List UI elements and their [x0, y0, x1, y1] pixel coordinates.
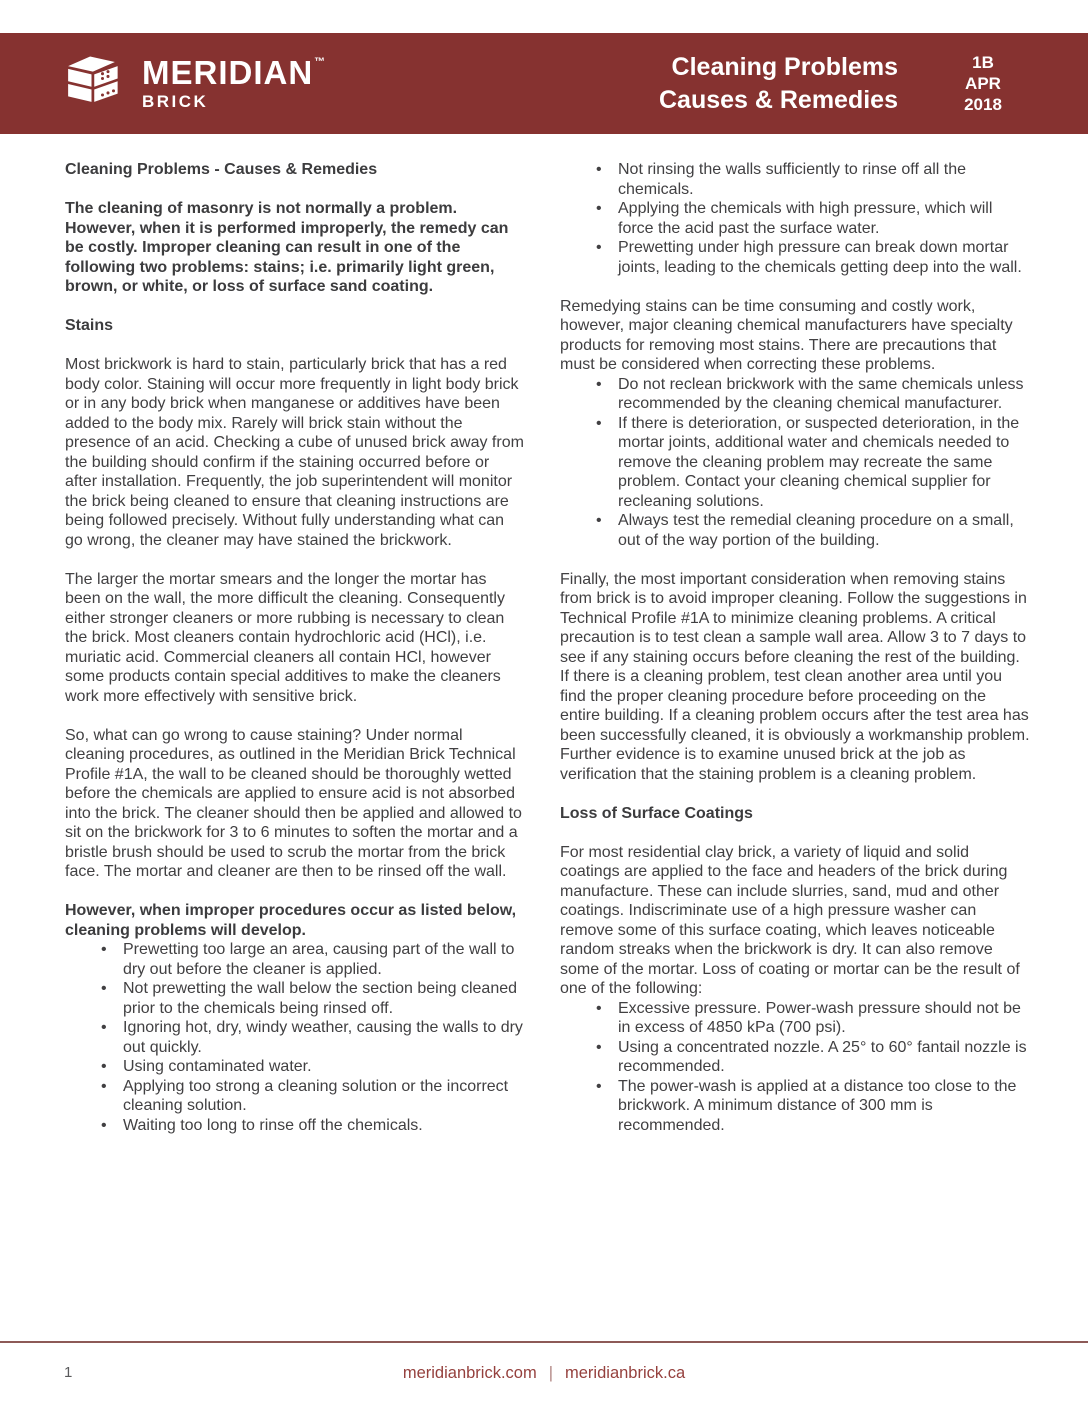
edition-year: 2018	[964, 95, 1002, 115]
loss-paragraph: For most residential clay brick, a variety of liquid and solid coatings are applied to the face and headers of the brick during manufacture. These can include slurries, sand, mud and other coatings. Indiscriminate use of a high pressure washer can remove some of this surface coating, which leaves noticeable random streaks when the brickwork is dry. It can also remove some of the mortar. Loss of coating or mortar can be the result of one of the following:	[560, 843, 1020, 997]
header	[0, 33, 1088, 134]
bullet-item: • Prewetting under high pressure can break down mortar joints, leading to the chemicals getting deep into the wall.	[560, 238, 1030, 277]
stains-paragraph-3: So, what can go wrong to cause staining? Under normal cleaning procedures, as outlined in the Meridian Brick Technical Profile #1A, the wall to be cleaned should be thoroughly wetted before the chemicals are applied to ensure acid is not absorbed into the brick. The cleaner should then be applied and allowed to sit on the brickwork for 3 to 6 minutes to soften the mortar and a bristle brush should be used to scrub the mortar from the brick face. The mortar and cleaner are then to be rinsed off the wall.	[65, 726, 522, 880]
brick-stack-icon	[64, 54, 130, 114]
document-title	[659, 51, 898, 116]
bullet-item: • Applying too strong a cleaning solution or the incorrect cleaning solution.	[65, 1077, 525, 1116]
bullet-item: • Using a concentrated nozzle. A 25° to 60° fantail nozzle is recommended.	[560, 1038, 1030, 1077]
main-heading: Cleaning Problems - Causes & Remedies	[65, 161, 378, 178]
precautions-list	[560, 375, 1030, 551]
edition-month: APR	[965, 73, 1001, 93]
loss-of-surface-coatings-heading: Loss of Surface Coatings	[560, 804, 753, 822]
footer-separator: |	[548, 1364, 554, 1382]
edition-code: 1B	[972, 52, 994, 72]
bullet-item: • Using contaminated water.	[65, 1057, 525, 1077]
brand-sub: BRICK	[142, 91, 209, 111]
improper-procedures-list-continued	[560, 160, 1030, 277]
remedying-paragraph: Remedying stains can be time consuming and costly work, however, major cleaning chemical manufacturers have specialty products for removing most stains. There are precautions that must be considered when correcting these problems.	[560, 297, 1013, 373]
link-meridianbrick-com[interactable]: meridianbrick.com	[402, 1364, 537, 1382]
stains-paragraph-1: Most brickwork is hard to stain, particularly brick that has a red body color. Staining will occur more frequently in light body brick or in any body brick when manganese or additives have been added to the body mix. Rarely will brick stain without the presence of an acid. Checking a cube of unused brick away from the building should confirm if the staining occurred before or after installation. Frequently, the job superintendent will monitor the brick being cleaned to ensure that cleaning instructions are being followed precisely. Without fully understanding what can go wrong, the cleaner may have stained the brickwork.	[65, 356, 524, 549]
right-column	[560, 160, 1030, 1155]
footer-links	[0, 1364, 1088, 1383]
bullet-item: • Prewetting too large an area, causing part of the wall to dry out before the cleaner is applied.	[65, 940, 525, 979]
bullet-item: • Ignoring hot, dry, windy weather, causing the walls to dry out quickly.	[65, 1018, 525, 1057]
bullet-item: • Always test the remedial cleaning procedure on a small, out of the way portion of the building.	[560, 511, 1030, 550]
left-column	[65, 160, 525, 1155]
trademark-symbol: ™	[314, 55, 327, 68]
finally-paragraph: Finally, the most important consideration when removing stains from brick is to avoid improper cleaning. Follow the suggestions in Technical Profile #1A to minimize cleaning problems. A critical precaution is to test clean a sample wall area. Allow 3 to 7 days to see if any staining occurs before cleaning the rest of the building. If there is a cleaning problem, test clean another area until you find the proper cleaning procedure before proceeding on the entire building. If a cleaning problem occurs after the test area has been successfully cleaned, it is obviously a workmanship problem. Further evidence is to examine unused brick at the job as verification that the staining problem is a cleaning problem.	[560, 570, 1030, 783]
bullet-item: • If there is deterioration, or suspected deterioration, in the mortar joints, additional water and chemicals needed to remove the cleaning problem may recreate the same problem. Contact your cleaning chemical supplier for recleaning solutions.	[560, 414, 1030, 512]
loss-causes-list	[560, 999, 1030, 1136]
improper-procedures-heading: However, when improper procedures occur as listed below, cleaning problems will develop.	[65, 902, 517, 939]
document-title-line1: Cleaning Problems	[671, 53, 898, 81]
document-title-line2: Causes & Remedies	[658, 85, 898, 114]
intro-paragraph: The cleaning of masonry is not normally a problem. However, when it is performed improperly, the remedy can be costly. Improper cleaning can result in one of the following two problems: stains; i.e. primarily light green, brown, or white, or loss of surface sand coating.	[65, 200, 509, 295]
page-number: 1	[64, 1364, 73, 1381]
link-meridianbrick-ca[interactable]: meridianbrick.ca	[565, 1364, 686, 1382]
bullet-item: • Waiting too long to rinse off the chemicals.	[65, 1116, 525, 1136]
bullet-item: • Not rinsing the walls sufficiently to rinse off all the chemicals.	[560, 160, 1030, 199]
stains-heading: Stains	[65, 317, 114, 334]
stains-paragraph-2: The larger the mortar smears and the longer the mortar has been on the wall, the more difficult the cleaning. Consequently either stronger cleaners or more rubbing is necessary to clean the brick. Most cleaners contain hydrochloric acid (HCl), i.e. muriatic acid. Commercial cleaners all contain HCl, however some products contain special additives to make the cleaners work more effectively with sensitive brick.	[65, 570, 505, 705]
improper-procedures-list	[65, 940, 525, 1135]
bullet-item: • Excessive pressure. Power-wash pressure should not be in excess of 4850 kPa (700 psi).	[560, 999, 1030, 1038]
brand-wordmark	[142, 53, 327, 112]
brand-name: MERIDIAN	[142, 53, 314, 91]
edition-info	[898, 52, 1068, 116]
bullet-item: • Do not reclean brickwork with the same chemicals unless recommended by the cleaning chemical manufacturer.	[560, 375, 1030, 414]
bullet-item: • The power-wash is applied at a distance too close to the brickwork. A minimum distance of 300 mm is recommended.	[560, 1077, 1030, 1136]
meridian-brick-logo	[64, 54, 326, 114]
bullet-item: • Not prewetting the wall below the section being cleaned prior to the chemicals being rinsed off.	[65, 979, 525, 1018]
bullet-item: • Applying the chemicals with high pressure, which will force the acid past the surface water.	[560, 199, 1030, 238]
footer-divider	[0, 1341, 1088, 1343]
